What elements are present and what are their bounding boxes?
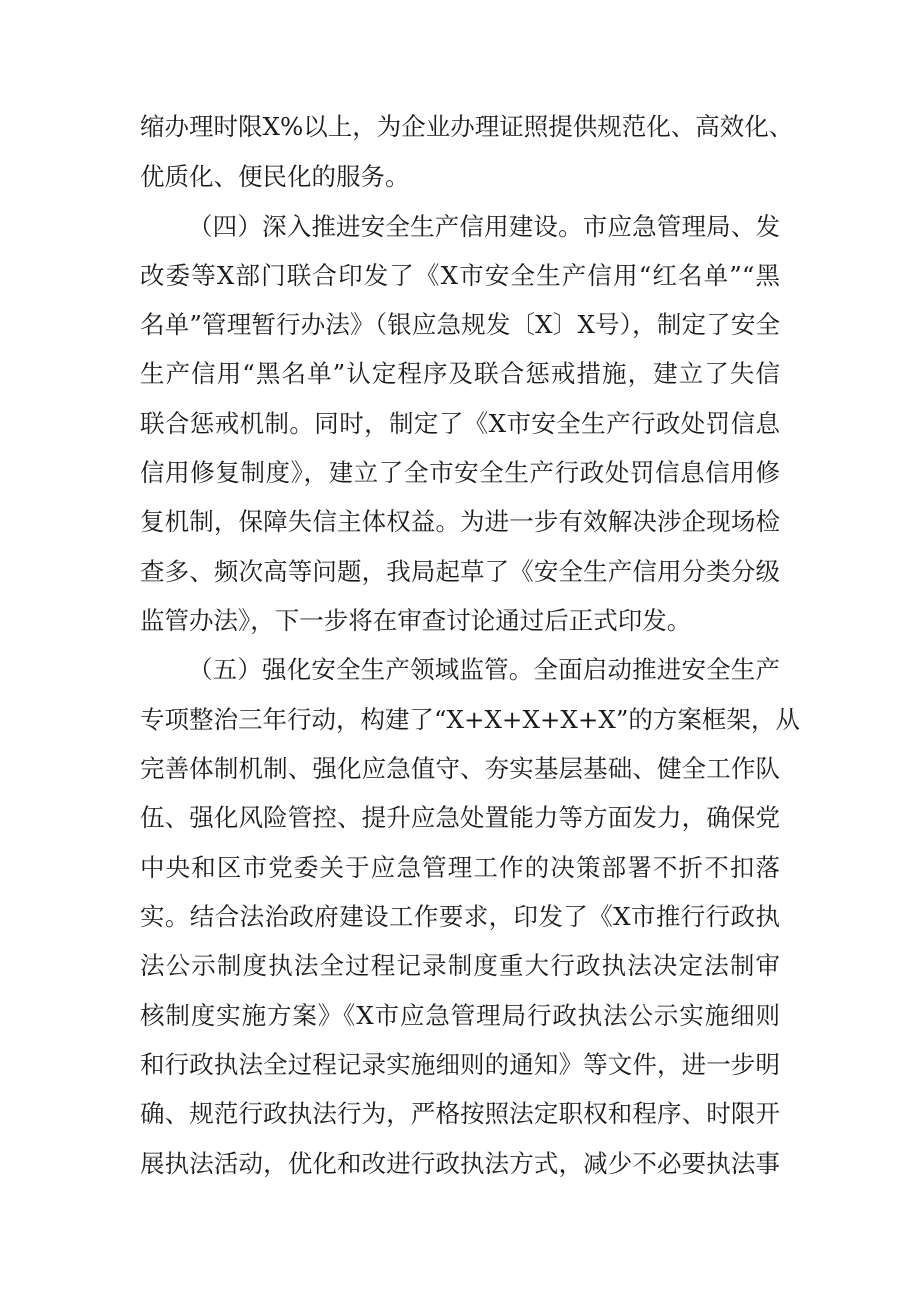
text-line: 实。结合法治政府建设工作要求，印发了《X市推行行政执 bbox=[140, 902, 780, 931]
text-line: 联合惩戒机制。同时，制定了《X市安全生产行政处罚信息 bbox=[140, 409, 780, 438]
text-line: 改委等X部门联合印发了《X市安全生产信用“红名单”“黑 bbox=[140, 261, 780, 290]
text-line: 确、规范行政执法行为，严格按照法定职权和程序、时限开 bbox=[140, 1099, 780, 1128]
text-line: 信用修复制度》，建立了全市安全生产行政处罚信息信用修 bbox=[140, 458, 780, 487]
text-line: 专项整治三年行动，构建了“X+X+X+X+X”的方案框架，从 bbox=[140, 705, 800, 734]
text-line: 缩办理时限X%以上，为企业办理证照提供规范化、高效化、 bbox=[140, 112, 794, 141]
text-line: 名单”管理暂行办法》（银应急规发〔X〕X号），制定了安全 bbox=[140, 310, 780, 339]
text-line: 优质化、便民化的服务。 bbox=[140, 162, 410, 191]
text-line: 法公示制度执法全过程记录制度重大行政执法决定法制审 bbox=[140, 951, 780, 980]
text-line: 和行政执法全过程记录实施细则的通知》等文件，进一步明 bbox=[140, 1050, 780, 1079]
text-line: 生产信用“黑名单”认定程序及联合惩戒措施，建立了失信 bbox=[140, 359, 780, 388]
paragraph-heading-line: （四）深入推进安全生产信用建设。市应急管理局、发 bbox=[188, 212, 780, 241]
paragraph-heading-line: （五）强化安全生产领域监管。全面启动推进安全生产 bbox=[188, 655, 780, 684]
text-line: 展执法活动，优化和改进行政执法方式，减少不必要执法事 bbox=[140, 1149, 780, 1178]
text-line: 核制度实施方案》《X市应急管理局行政执法公示实施细则 bbox=[140, 1001, 780, 1030]
text-line: 监管办法》，下一步将在审查讨论通过后正式印发。 bbox=[140, 606, 692, 635]
text-line: 完善体制机制、强化应急值守、夯实基层基础、健全工作队 bbox=[140, 754, 780, 783]
text-line: 复机制，保障失信主体权益。为进一步有效解决涉企现场检 bbox=[140, 507, 780, 536]
text-line: 查多、频次高等问题，我局起草了《安全生产信用分类分级 bbox=[140, 557, 780, 586]
text-line: 中央和区市党委关于应急管理工作的决策部署不折不扣落 bbox=[140, 853, 780, 882]
text-line: 伍、强化风险管控、提升应急处置能力等方面发力，确保党 bbox=[140, 803, 780, 832]
